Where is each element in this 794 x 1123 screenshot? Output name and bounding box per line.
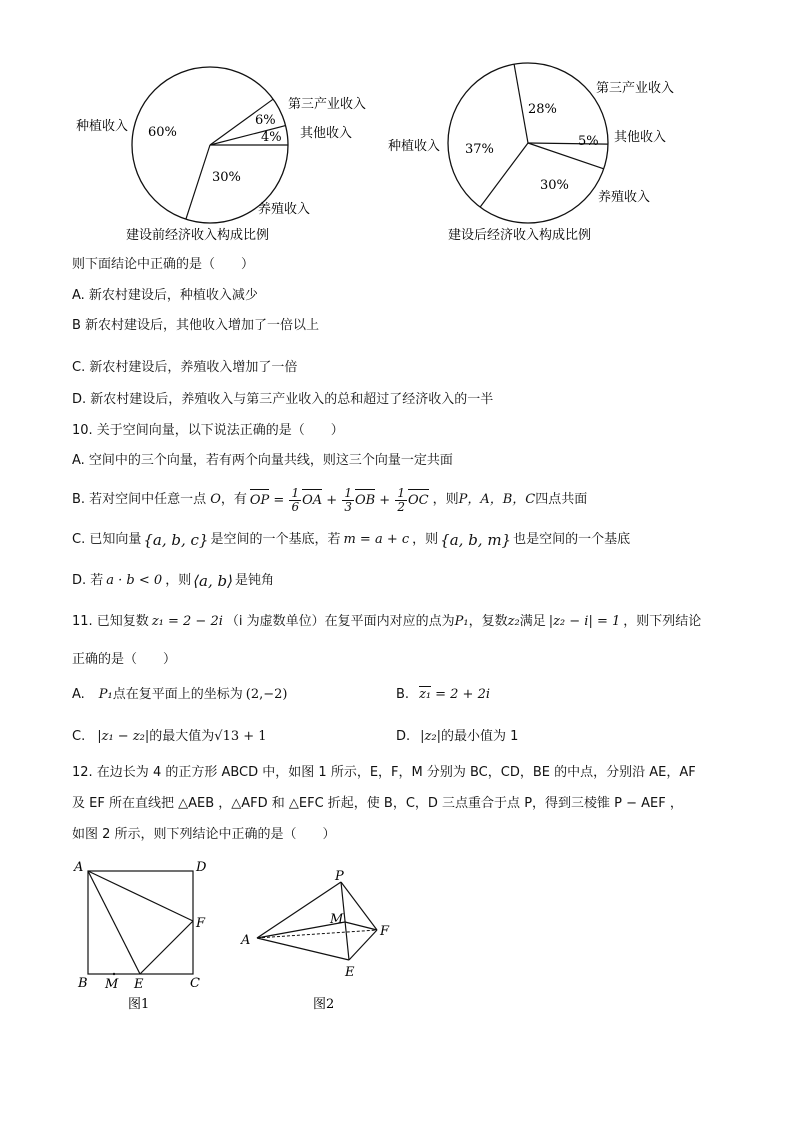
fig2-line-ae xyxy=(257,938,349,960)
pie-before-edge-3 xyxy=(186,145,210,219)
pie-after-edge-0 xyxy=(514,64,528,143)
q10-d-angle: ⟨a, b⟩ xyxy=(193,572,233,590)
fig1-square xyxy=(88,871,193,974)
q11-stem-part2: （i 为虚数单位）在复平面内对应的点为 xyxy=(225,614,455,629)
q11-option-b xyxy=(396,686,490,704)
pie-before-pct-tertiary: 6% xyxy=(255,113,276,128)
q10-d-prefix: D. 若 xyxy=(72,573,104,588)
q11-stem-part4: 满足 xyxy=(519,614,546,629)
fig1-label-c: C xyxy=(190,976,200,991)
q11-c-expr: |z₁ − z₂| xyxy=(97,729,150,744)
q9-option-b: B 新农村建设后，其他收入增加了一倍以上 xyxy=(72,318,320,333)
q9-option-d: D. 新农村建设后，养殖收入与第三产业收入的总和超过了经济收入的一半 xyxy=(72,392,494,407)
q10-c-mid2: ，则 xyxy=(412,532,439,547)
pie-after-caption: 建设后经济收入构成比例 xyxy=(448,228,592,243)
q12-line3: 如图 2 所示，则下列结论中正确的是（ ） xyxy=(72,827,336,842)
q11-option-a xyxy=(72,686,288,704)
fig1-point-m xyxy=(113,973,115,975)
q10-b-point-o: O xyxy=(210,492,221,507)
q12-line2: 及 EF 所在直线把 △AEB ，△AFD 和 △EFC 折起，使 B，C，D 三点重合于点 P，得到三棱锥 P − AEF ， xyxy=(72,796,683,811)
pie-after-label-tertiary: 第三产业收入 xyxy=(596,81,675,96)
fig2-label-a: A xyxy=(241,933,251,948)
q11-option-d xyxy=(396,728,518,746)
pie-after-label-breeding: 养殖收入 xyxy=(598,190,651,205)
q11-c-value: √13 + 1 xyxy=(214,729,267,744)
q11-a-text: 点在复平面上的坐标为 xyxy=(112,687,243,702)
q11-z2: z₂ xyxy=(507,614,520,629)
q11-option-c xyxy=(72,728,267,746)
fig2-label-p: P xyxy=(335,869,344,884)
q10-c-end: 也是空间的一个基底 xyxy=(513,532,631,547)
q11-d-expr: |z₂| xyxy=(420,729,441,744)
fig1-label-d: D xyxy=(196,860,207,875)
q11-stem-part3: ，复数 xyxy=(468,614,508,629)
q10-option-d xyxy=(72,570,274,592)
pie-before-pct-breeding: 30% xyxy=(212,170,241,185)
q10-frac-n2: 1 xyxy=(344,485,352,500)
pie-before-label-tertiary: 第三产业收入 xyxy=(288,97,367,112)
pie-before-label-other: 其他收入 xyxy=(300,126,353,141)
q10-frac-d2: 2 xyxy=(397,499,405,514)
q11-stem-line2: 正确的是（ ） xyxy=(72,652,177,667)
pie-before-label-plant: 种植收入 xyxy=(76,119,129,134)
q12-line1: 12. 在边长为 4 的正方形 ABCD 中，如图 1 所示，E，F，M 分别为 BC，CD，BE 的中点，分别沿 AE，AF xyxy=(72,765,696,780)
pie-after-pct-tertiary: 28% xyxy=(528,102,557,117)
fig1-line-ef xyxy=(140,921,193,974)
q10-c-basis: {a, b, c} xyxy=(143,531,209,549)
q10-option-a: A. 空间中的三个向量，若有两个向量共线，则这三个向量一定共面 xyxy=(72,453,453,468)
q11-b-conj: z₁ xyxy=(419,687,432,702)
pie-after-pct-other: 5% xyxy=(578,134,599,149)
q11-a-coord: (2,−2) xyxy=(245,687,288,702)
q11-d-prefix: D. xyxy=(396,729,411,744)
figure-2 xyxy=(235,860,405,1020)
q9-option-c: C. 新农村建设后，养殖收入增加了一倍 xyxy=(72,360,298,375)
q10-b-equation: OP = $\frac{1}{6}$ OA + $\frac{1}{3}$ OB + $\frac{1}{2}$ OC xyxy=(249,485,429,514)
pie-after-pct-breeding: 30% xyxy=(540,178,569,193)
fig2-label-e: E xyxy=(345,965,355,980)
q10-frac-d6: 6 xyxy=(291,499,300,514)
fig2-line-ef xyxy=(349,930,377,960)
q11-stem-part1: 11. 已知复数 xyxy=(72,614,149,629)
fig2-line-af xyxy=(257,930,377,938)
q11-c-prefix: C. xyxy=(72,729,86,744)
pie-chart-before xyxy=(60,50,390,250)
fig1-line-af xyxy=(88,871,193,921)
figure-1 xyxy=(72,855,222,1015)
q11-condition: |z₂ − i| = 1 xyxy=(548,614,621,629)
q11-b-expr: = 2 + 2i xyxy=(435,687,491,702)
q10-frac-n1: 1 xyxy=(291,485,300,500)
q11-z1-def: z₁ = 2 − 2i xyxy=(151,614,223,629)
q11-b-prefix: B. xyxy=(396,687,410,702)
q11-stem-part5: ，则下列结论 xyxy=(623,614,702,629)
q10-d-end: 是钝角 xyxy=(235,573,275,588)
q11-a-prefix: A. xyxy=(72,687,85,702)
q10-option-b xyxy=(72,482,587,518)
pie-after-label-plant: 种植收入 xyxy=(388,139,441,154)
q10-b-then: ，则 xyxy=(432,492,459,507)
q10-b-points: P，A，B，C xyxy=(458,492,536,507)
q10-frac-d3: 3 xyxy=(344,499,352,514)
pie-before-pct-other: 4% xyxy=(261,130,282,145)
fig1-label-a: A xyxy=(74,860,84,875)
pie-before-label-breeding: 养殖收入 xyxy=(258,202,311,217)
q10-frac-n3: 1 xyxy=(397,485,405,500)
fig1-label-b: B xyxy=(78,976,88,991)
q10-c-new-basis: {a, b, m} xyxy=(440,531,512,549)
fig1-label-m: M xyxy=(105,977,119,992)
fig2-caption: 图2 xyxy=(313,997,335,1012)
q11-stem xyxy=(72,613,701,631)
q10-b-end: 四点共面 xyxy=(535,492,588,507)
q10-stem: 10. 关于空间向量，以下说法正确的是（ ） xyxy=(72,423,344,438)
fig1-label-f: F xyxy=(196,916,206,931)
fig1-line-ae xyxy=(88,871,140,974)
q11-c-text: 的最大值为 xyxy=(149,729,215,744)
fig1-label-e: E xyxy=(134,977,144,992)
q9-option-a: A. 新农村建设后，种植收入减少 xyxy=(72,288,258,303)
fig2-label-m: M xyxy=(330,912,344,927)
pie-after-label-other: 其他收入 xyxy=(614,130,667,145)
q11-d-text: 的最小值为 1 xyxy=(440,729,519,744)
pie-before-caption: 建设前经济收入构成比例 xyxy=(126,228,270,243)
fig1-caption: 图1 xyxy=(128,997,150,1012)
q10-c-mid: 是空间的一个基底，若 xyxy=(210,532,341,547)
pie-chart-after xyxy=(380,50,720,250)
q11-p1: P₁ xyxy=(454,614,469,629)
fig2-label-f: F xyxy=(380,924,390,939)
q10-b-prefix: B. 若对空间中任意一点 xyxy=(72,492,207,507)
q9-stem: 则下面结论中正确的是（ ） xyxy=(72,257,255,272)
pie-before-pct-plant: 60% xyxy=(148,125,177,140)
q10-c-m-def: m = a + c xyxy=(343,532,410,547)
q10-d-cond: a · b < 0 xyxy=(106,573,163,588)
fig2-line-ap xyxy=(257,882,341,938)
q10-c-prefix: C. 已知向量 xyxy=(72,532,142,547)
q11-a-symbol: P₁ xyxy=(98,687,113,702)
pie-after-pct-plant: 37% xyxy=(465,142,494,157)
q10-d-mid: ，则 xyxy=(165,573,192,588)
q10-b-have: ，有 xyxy=(220,492,247,507)
q10-option-c xyxy=(72,528,630,552)
